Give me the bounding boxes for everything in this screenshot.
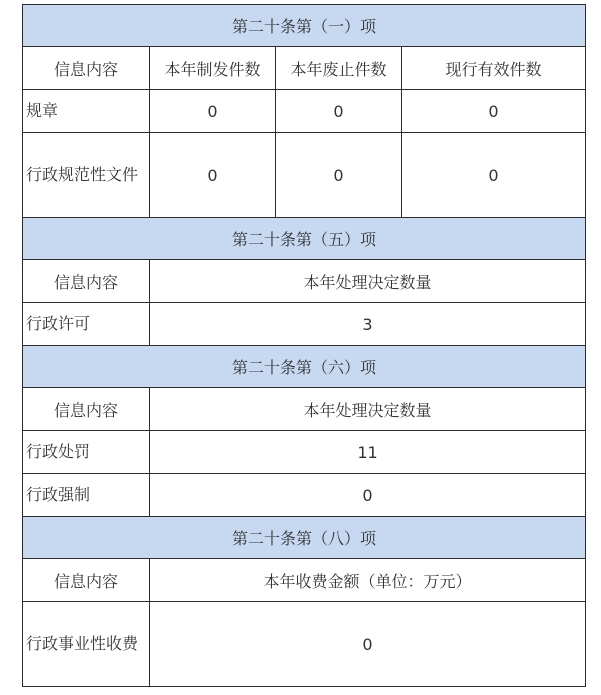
column-header-issued: 本年制发件数 (150, 47, 276, 90)
column-header-row (23, 559, 586, 602)
cell-value: 0 (150, 133, 276, 218)
column-header-info: 信息内容 (23, 388, 150, 431)
column-header-row (23, 47, 586, 90)
section-title: 第二十条第（八）项 (23, 517, 586, 559)
cell-value: 0 (402, 133, 586, 218)
row-label: 规章 (23, 90, 150, 133)
cell-value: 11 (150, 431, 586, 474)
column-header-info: 信息内容 (23, 47, 150, 90)
cell-value: 3 (150, 303, 586, 346)
table-row (23, 133, 586, 218)
disclosure-table (22, 4, 586, 687)
table-row (23, 303, 586, 346)
cell-value: 0 (276, 133, 402, 218)
column-header-info: 信息内容 (23, 260, 150, 303)
table-row (23, 602, 586, 687)
section-title: 第二十条第（一）项 (23, 5, 586, 47)
section-title: 第二十条第（六）项 (23, 346, 586, 388)
section-title: 第二十条第（五）项 (23, 218, 586, 260)
cell-value: 0 (150, 602, 586, 687)
table-row (23, 474, 586, 517)
column-header-decisions: 本年处理决定数量 (150, 388, 586, 431)
row-label: 行政事业性收费 (23, 602, 150, 687)
column-header-valid: 现行有效件数 (402, 47, 586, 90)
section-header-1 (23, 5, 586, 47)
table-row (23, 431, 586, 474)
cell-value: 0 (150, 474, 586, 517)
column-header-info: 信息内容 (23, 559, 150, 602)
section-header-6 (23, 346, 586, 388)
row-label: 行政处罚 (23, 431, 150, 474)
section-header-5 (23, 218, 586, 260)
column-header-abolished: 本年废止件数 (276, 47, 402, 90)
column-header-row (23, 260, 586, 303)
row-label: 行政许可 (23, 303, 150, 346)
cell-value: 0 (402, 90, 586, 133)
row-label: 行政强制 (23, 474, 150, 517)
column-header-decisions: 本年处理决定数量 (150, 260, 586, 303)
column-header-fees: 本年收费金额（单位：万元） (150, 559, 586, 602)
row-label: 行政规范性文件 (23, 133, 150, 218)
cell-value: 0 (276, 90, 402, 133)
table-row (23, 90, 586, 133)
section-header-8 (23, 517, 586, 559)
cell-value: 0 (150, 90, 276, 133)
column-header-row (23, 388, 586, 431)
